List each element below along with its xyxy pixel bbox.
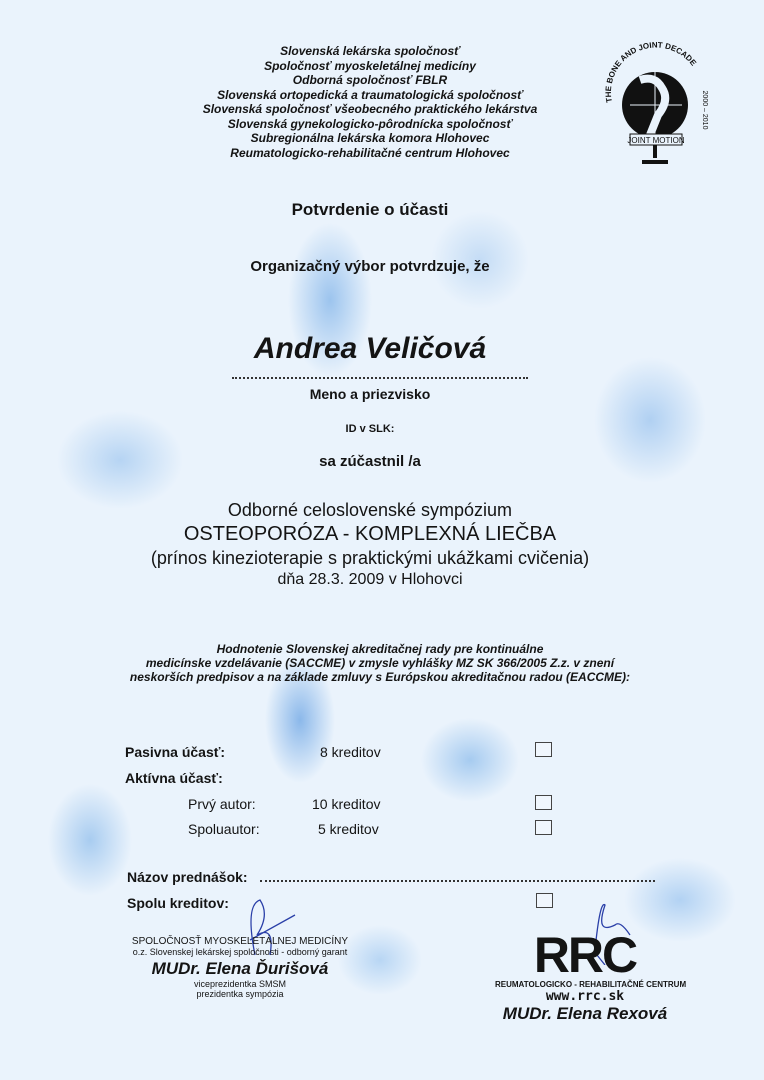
rrc-logo: RRC: [533, 927, 637, 983]
name-label: Meno a priezvisko: [309, 386, 431, 402]
org-line: Spoločnosť myoskeletálnej medicíny: [264, 58, 476, 73]
left-name: MUDr. Elena Ďurišová: [151, 959, 329, 978]
passive-label: Pasivna účasť:: [125, 744, 226, 760]
logo-years: 2000 – 2010: [701, 90, 708, 130]
accreditation-line: neskorších predpisov a na základe zmluvy s Európskou akreditačnou radou (EACCME):: [129, 670, 631, 684]
event-type: Odborné celoslovenské sympózium: [227, 500, 513, 520]
coauthor-checkbox[interactable]: [535, 820, 552, 835]
event-subtitle: (prínos kinezioterapie s praktickými ukážkami cvičenia): [150, 548, 590, 568]
intro-text: Organizačný výbor potvrdzuje, že: [250, 258, 490, 275]
rrc-web: www.rrc.sk: [545, 989, 625, 1004]
org-line: Slovenská lekárska spoločnosť: [280, 44, 460, 58]
rrc-org: REUMATOLOGICKO - REHABILITAČNÉ CENTRUM: [495, 980, 687, 989]
event-date: dňa 28.3. 2009 v Hlohovci: [277, 571, 463, 588]
org-line: Subregionálna lekárska komora Hlohovec: [250, 131, 490, 145]
left-org2: o.z. Slovenskej lekárskej spoločnosti - odborný garant: [132, 947, 348, 957]
bone-joint-decade-logo: [600, 40, 710, 170]
left-org1: SPOLOČNOSŤ MYOSKELETÁLNEJ MEDICÍNY: [131, 936, 349, 947]
first-author-checkbox[interactable]: [535, 795, 552, 810]
org-line: Slovenská gynekologicko-pôrodnícka spoločnosť: [227, 116, 513, 131]
org-line: Odborná spoločnosť FBLR: [292, 73, 448, 87]
left-role2: prezidentka sympózia: [196, 989, 284, 999]
org-line: Slovenská ortopedická a traumatologická spoločnosť: [217, 87, 523, 102]
accreditation-line: Hodnotenie Slovenskej akreditačnej rady pre kontinuálne: [216, 642, 544, 656]
first-author-label: Prvý autor:: [188, 796, 256, 812]
total-label: Spolu kreditov:: [127, 895, 229, 911]
active-label: Aktívna účasť:: [125, 770, 223, 786]
lectures-dotted-line: [260, 880, 655, 882]
logo-banner: JOINT MOTION: [627, 136, 685, 145]
right-name: MUDr. Elena Rexová: [502, 1004, 668, 1023]
participant-name: Andrea Veličová: [253, 332, 487, 365]
org-line: Slovenská spoločnosť všeobecného praktického lekárstva: [202, 102, 538, 116]
attended-text: sa zúčastnil /a: [319, 453, 421, 470]
id-label: ID v SLK:: [345, 423, 395, 435]
org-line: Reumatologicko-rehabilitačné centrum Hlohovec: [230, 145, 510, 160]
passive-checkbox[interactable]: [535, 742, 552, 757]
passive-value: 8 kreditov: [320, 744, 381, 760]
accreditation-text: [10, 642, 750, 684]
logo-ring-text: THE BONE AND JOINT DECADE: [603, 40, 699, 104]
event-block: [0, 498, 740, 590]
total-checkbox[interactable]: [536, 893, 553, 908]
coauthor-value: 5 kreditov: [318, 821, 379, 837]
left-signature-block: [125, 936, 355, 999]
name-dotted-line: [232, 377, 528, 379]
coauthor-label: Spoluautor:: [188, 821, 260, 837]
certificate-title: Potvrdenie o účasti: [291, 200, 449, 219]
accreditation-line: medicínske vzdelávanie (SACCME) v zmysle vyhlášky MZ SK 366/2005 Z.z. v znení: [145, 656, 615, 670]
lectures-label: Názov prednášok:: [127, 869, 248, 885]
left-role1: viceprezidentka SMSM: [193, 979, 287, 989]
first-author-value: 10 kreditov: [312, 796, 381, 812]
event-title: OSTEOPORÓZA - KOMPLEXNÁ LIEČBA: [183, 523, 557, 545]
right-signature-block: [495, 927, 687, 1024]
